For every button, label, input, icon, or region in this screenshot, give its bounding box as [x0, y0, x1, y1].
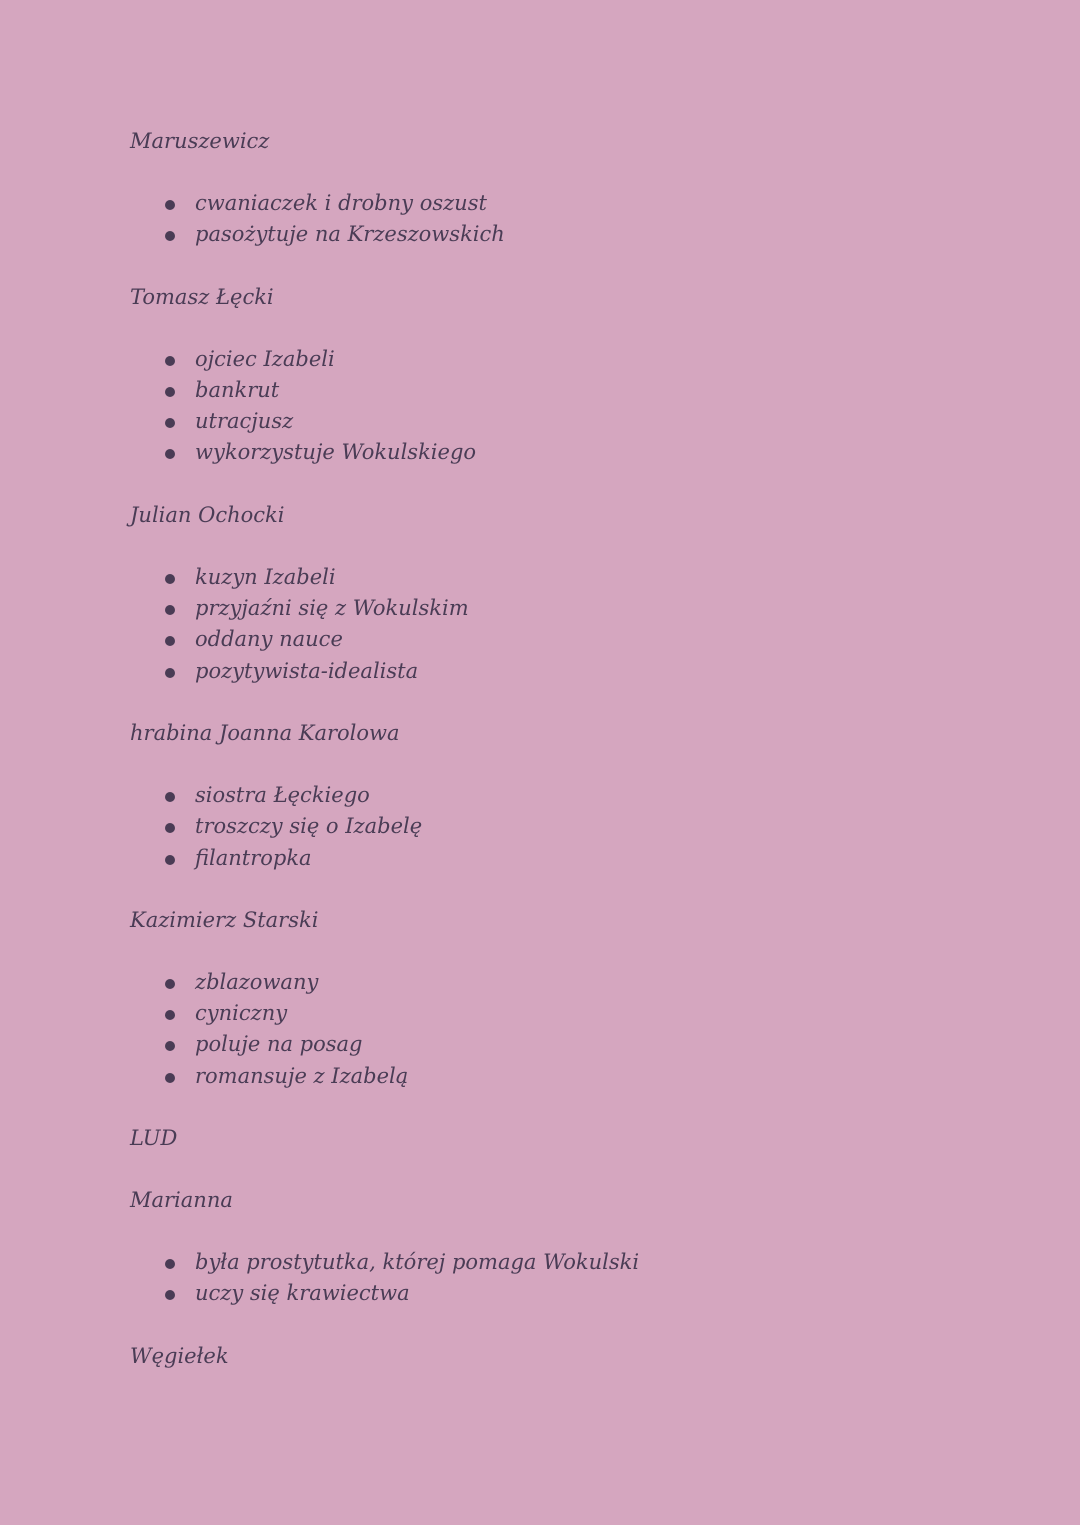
list-item — [130, 1061, 1080, 1092]
character-heading: Kazimierz Starski — [130, 907, 319, 932]
trait-text: troszczy się o Izabelę — [195, 814, 423, 839]
bullet-icon — [165, 231, 175, 241]
list-item — [130, 344, 1080, 375]
bullet-icon — [165, 1073, 175, 1083]
bullet-icon — [165, 418, 175, 428]
entry-tomasz-lecki — [130, 282, 1080, 500]
trait-text: utracjusz — [195, 409, 294, 434]
entry-wegielek — [130, 1341, 1080, 1372]
trait-list — [130, 344, 1080, 469]
bullet-icon — [165, 823, 175, 833]
trait-text: filantropka — [195, 845, 312, 870]
character-heading: Marianna — [130, 1188, 233, 1213]
list-item — [130, 562, 1080, 593]
character-heading: Julian Ochocki — [130, 502, 285, 527]
trait-list — [130, 967, 1080, 1092]
entry-kazimierz-starski — [130, 905, 1080, 1123]
bullet-icon — [165, 387, 175, 397]
list-item — [130, 1278, 1080, 1309]
bullet-icon — [165, 855, 175, 865]
trait-list — [130, 562, 1080, 687]
list-item — [130, 843, 1080, 874]
trait-list — [130, 780, 1080, 874]
bullet-icon — [165, 668, 175, 678]
trait-text: kuzyn Izabeli — [195, 564, 336, 589]
list-item — [130, 780, 1080, 811]
bullet-icon — [165, 792, 175, 802]
trait-text: przyjaźni się z Wokulskim — [195, 596, 469, 621]
trait-text: romansuje z Izabelą — [195, 1063, 409, 1088]
section-heading: LUD — [130, 1126, 178, 1151]
trait-text: pasożytuje na Krzeszowskich — [195, 222, 505, 247]
trait-text: była prostytutka, której pomaga Wokulski — [195, 1250, 640, 1275]
entry-marianna — [130, 1185, 1080, 1341]
bullet-icon — [165, 1010, 175, 1020]
list-item — [130, 998, 1080, 1029]
bullet-icon — [165, 200, 175, 210]
list-item — [130, 593, 1080, 624]
list-item — [130, 1247, 1080, 1278]
entry-hrabina-joanna-karolowa — [130, 718, 1080, 905]
bullet-icon — [165, 574, 175, 584]
character-heading: Węgiełek — [130, 1343, 229, 1368]
entry-julian-ochocki — [130, 500, 1080, 718]
list-item — [130, 811, 1080, 842]
entry-maruszewicz — [130, 126, 1080, 282]
list-item — [130, 188, 1080, 219]
trait-text: zblazowany — [195, 969, 319, 994]
trait-text: wykorzystuje Wokulskiego — [195, 440, 477, 465]
list-item — [130, 967, 1080, 998]
bullet-icon — [165, 1259, 175, 1269]
list-item — [130, 624, 1080, 655]
bullet-icon — [165, 356, 175, 366]
trait-text: ojciec Izabeli — [195, 346, 335, 371]
bullet-icon — [165, 979, 175, 989]
trait-list — [130, 1247, 1080, 1310]
list-item — [130, 219, 1080, 250]
character-heading: Maruszewicz — [130, 129, 270, 153]
list-item — [130, 375, 1080, 406]
trait-text: uczy się krawiectwa — [195, 1281, 410, 1306]
trait-list — [130, 188, 1080, 251]
character-heading: Tomasz Łęcki — [130, 284, 274, 309]
trait-text: cwaniaczek i drobny oszust — [195, 191, 487, 215]
bullet-icon — [165, 1290, 175, 1300]
list-item — [130, 1029, 1080, 1060]
trait-text: poluje na posag — [195, 1032, 363, 1057]
trait-text: cyniczny — [195, 1001, 288, 1026]
trait-text: pozytywista-idealista — [195, 658, 419, 683]
trait-text: siostra Łęckiego — [195, 782, 370, 807]
bullet-icon — [165, 605, 175, 615]
bullet-icon — [165, 1041, 175, 1051]
bullet-icon — [165, 449, 175, 459]
bullet-icon — [165, 636, 175, 646]
entry-lud — [130, 1123, 1080, 1185]
trait-text: bankrut — [195, 377, 280, 402]
list-item — [130, 656, 1080, 687]
trait-text: oddany nauce — [195, 627, 343, 652]
character-heading: hrabina Joanna Karolowa — [130, 720, 400, 745]
list-item — [130, 406, 1080, 437]
list-item — [130, 437, 1080, 468]
